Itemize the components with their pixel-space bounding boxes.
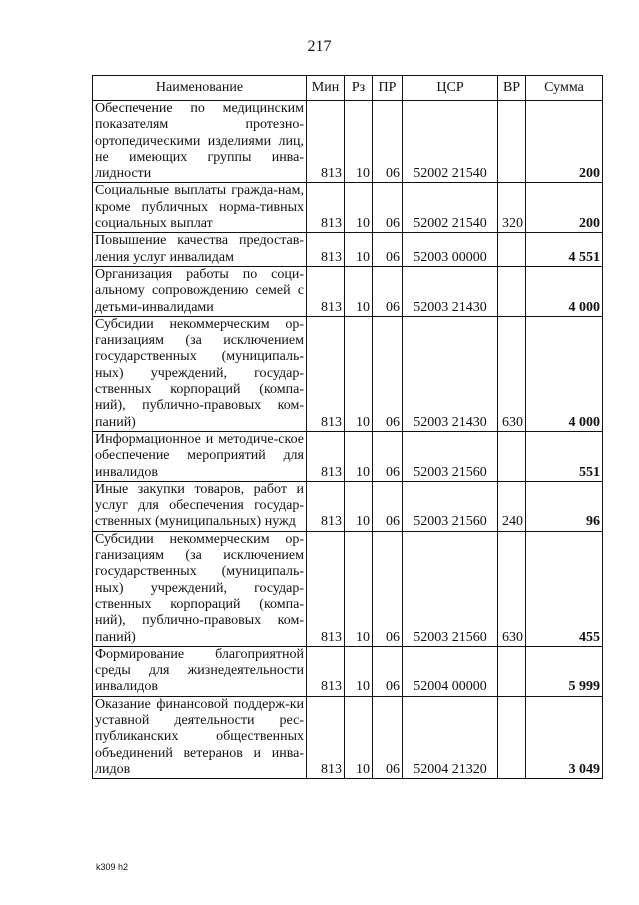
page-number: 217 <box>307 38 332 55</box>
cell-rz: 10 <box>345 316 373 431</box>
table-row <box>93 431 603 481</box>
footer-code: k309 h2 <box>96 862 129 872</box>
cell-vr: 630 <box>498 531 526 646</box>
cell-pr: 06 <box>373 696 403 778</box>
table-row <box>93 481 603 531</box>
cell-min: 813 <box>307 316 345 431</box>
cell-name: Иные закупки товаров, работ и услуг для обеспечения государ-ственных (муниципальных) нужд <box>93 481 307 531</box>
budget-table <box>92 75 603 779</box>
cell-sum: 200 <box>526 101 603 183</box>
table-body <box>93 101 603 779</box>
cell-rz: 10 <box>345 266 373 316</box>
cell-name: Информационное и методиче-ское обеспечение мероприятий для инвалидов <box>93 431 307 481</box>
cell-csr: 52003 21560 <box>403 531 498 646</box>
cell-csr: 52003 00000 <box>403 233 498 267</box>
cell-min: 813 <box>307 531 345 646</box>
cell-rz: 10 <box>345 233 373 267</box>
cell-vr <box>498 431 526 481</box>
cell-vr: 240 <box>498 481 526 531</box>
cell-pr: 06 <box>373 233 403 267</box>
cell-name: Социальные выплаты гражда-нам, кроме публичных норма-тивных социальных выплат <box>93 183 307 233</box>
cell-csr: 52004 00000 <box>403 646 498 696</box>
cell-vr <box>498 646 526 696</box>
cell-pr: 06 <box>373 101 403 183</box>
cell-min: 813 <box>307 646 345 696</box>
table-row <box>93 316 603 431</box>
cell-sum: 96 <box>526 481 603 531</box>
cell-min: 813 <box>307 233 345 267</box>
cell-rz: 10 <box>345 101 373 183</box>
cell-name: Формирование благоприятной среды для жизнедеятельности инвалидов <box>93 646 307 696</box>
cell-pr: 06 <box>373 431 403 481</box>
table-row <box>93 101 603 183</box>
cell-rz: 10 <box>345 531 373 646</box>
cell-sum: 455 <box>526 531 603 646</box>
cell-name: Обеспечение по медицинским показателям протезно-ортопедическими изделиями лиц, не имеющих группы инва-лидности <box>93 101 307 183</box>
cell-csr: 52003 21430 <box>403 316 498 431</box>
cell-csr: 52003 21560 <box>403 481 498 531</box>
cell-name: Повышение качества предостав-ления услуг инвалидам <box>93 233 307 267</box>
cell-vr <box>498 101 526 183</box>
cell-vr: 630 <box>498 316 526 431</box>
cell-sum: 4 000 <box>526 266 603 316</box>
cell-min: 813 <box>307 481 345 531</box>
cell-pr: 06 <box>373 646 403 696</box>
cell-name: Субсидии некоммерческим ор-ганизациям (за исключением государственных (муниципаль-ных) учреждений, государ-ственных корпораций (компа-ний), публично-правовых ком-паний) <box>93 316 307 431</box>
header-sum: Сумма <box>526 76 603 101</box>
cell-rz: 10 <box>345 431 373 481</box>
cell-pr: 06 <box>373 316 403 431</box>
cell-csr: 52004 21320 <box>403 696 498 778</box>
cell-min: 813 <box>307 696 345 778</box>
cell-csr: 52003 21430 <box>403 266 498 316</box>
header-rz: Рз <box>345 76 373 101</box>
table-row <box>93 266 603 316</box>
cell-sum: 5 999 <box>526 646 603 696</box>
cell-name: Оказание финансовой поддерж-ки уставной деятельности рес-публиканских общественных объединений ветеранов и инва-лидов <box>93 696 307 778</box>
cell-rz: 10 <box>345 696 373 778</box>
cell-csr: 52002 21540 <box>403 183 498 233</box>
cell-vr: 320 <box>498 183 526 233</box>
header-csr: ЦСР <box>403 76 498 101</box>
cell-min: 813 <box>307 266 345 316</box>
cell-name: Организация работы по соци-альному сопровождению семей с детьми-инвалидами <box>93 266 307 316</box>
cell-csr: 52002 21540 <box>403 101 498 183</box>
cell-pr: 06 <box>373 266 403 316</box>
table-row <box>93 183 603 233</box>
header-vr: ВР <box>498 76 526 101</box>
table-row <box>93 233 603 267</box>
cell-pr: 06 <box>373 531 403 646</box>
table-header <box>93 76 603 101</box>
cell-pr: 06 <box>373 481 403 531</box>
header-name: Наименование <box>93 76 307 101</box>
header-pr: ПР <box>373 76 403 101</box>
cell-name: Субсидии некоммерческим ор-ганизациям (за исключением государственных (муниципаль-ных) учреждений, государ-ственных корпораций (компа-ний), публично-правовых ком-паний) <box>93 531 307 646</box>
cell-min: 813 <box>307 431 345 481</box>
cell-min: 813 <box>307 183 345 233</box>
table-row <box>93 646 603 696</box>
cell-sum: 551 <box>526 431 603 481</box>
cell-csr: 52003 21560 <box>403 431 498 481</box>
cell-rz: 10 <box>345 646 373 696</box>
cell-rz: 10 <box>345 183 373 233</box>
cell-sum: 3 049 <box>526 696 603 778</box>
cell-vr <box>498 266 526 316</box>
header-min: Мин <box>307 76 345 101</box>
cell-pr: 06 <box>373 183 403 233</box>
cell-vr <box>498 233 526 267</box>
table-row <box>93 531 603 646</box>
table-row <box>93 696 603 778</box>
cell-min: 813 <box>307 101 345 183</box>
cell-sum: 200 <box>526 183 603 233</box>
cell-rz: 10 <box>345 481 373 531</box>
cell-vr <box>498 696 526 778</box>
cell-sum: 4 000 <box>526 316 603 431</box>
cell-sum: 4 551 <box>526 233 603 267</box>
